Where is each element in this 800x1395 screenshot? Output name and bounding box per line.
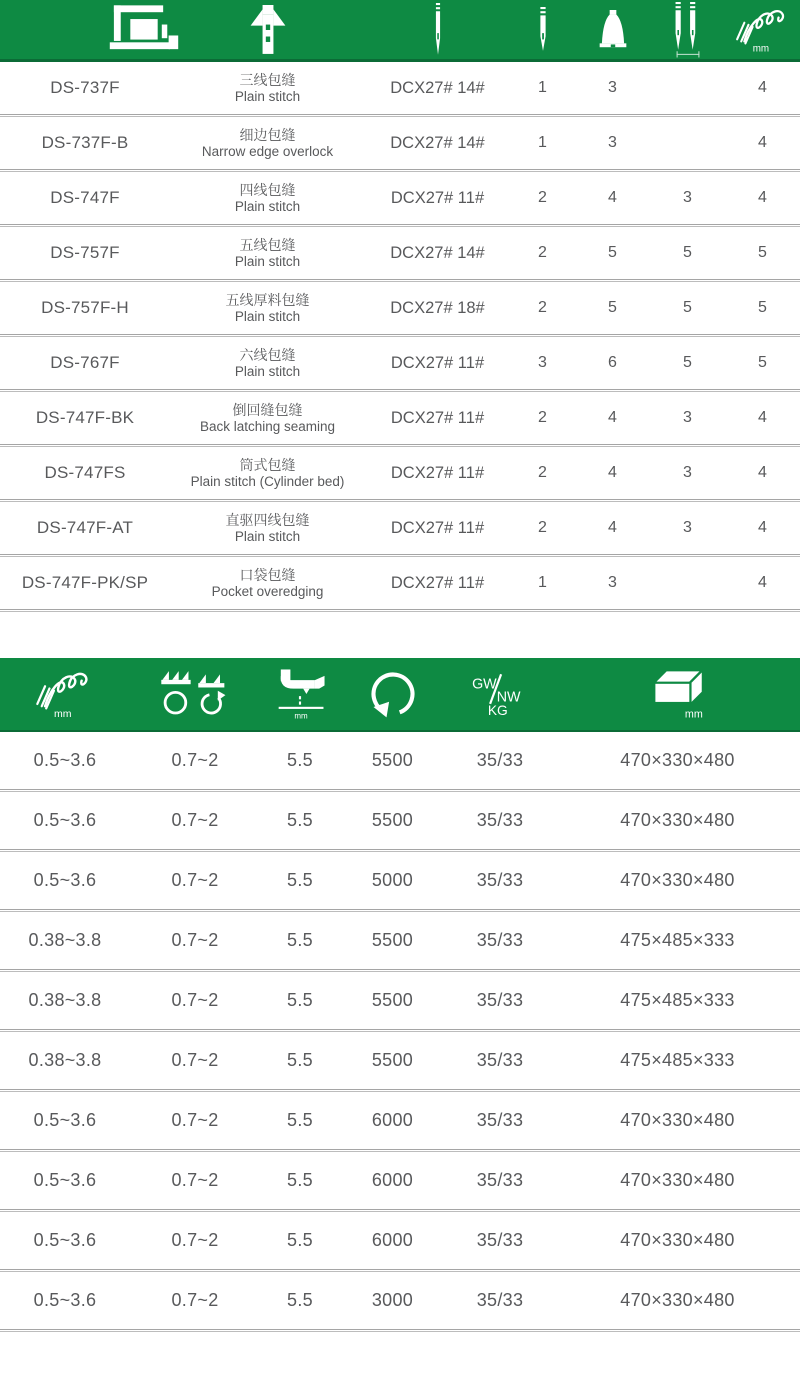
stitch-length-cell: 0.5~3.6 bbox=[33, 1230, 97, 1250]
nw-label: NW bbox=[496, 689, 521, 706]
weight-cell: 35/33 bbox=[476, 930, 524, 950]
max-speed-cell: 6000 bbox=[371, 1230, 414, 1250]
table-row bbox=[0, 557, 800, 609]
thread-count-cell: 5 bbox=[608, 244, 617, 261]
header-col-differential-feed bbox=[158, 669, 232, 719]
stitch-type-cell bbox=[170, 71, 365, 105]
packing-size-cell: 475×485×333 bbox=[620, 1050, 735, 1070]
mm-label: mm bbox=[54, 708, 72, 721]
differential-feed-icon bbox=[158, 669, 232, 719]
needle-gauge-cell: 5 bbox=[683, 299, 692, 316]
stitch-type-icon bbox=[248, 5, 288, 55]
foot-lift-cell: 5.5 bbox=[287, 1170, 313, 1190]
stitch-name-en: Narrow edge overlock bbox=[201, 144, 334, 160]
model-cell: DS-747F bbox=[50, 188, 120, 207]
packing-size-cell: 475×485×333 bbox=[620, 930, 735, 950]
weight-cell: 35/33 bbox=[476, 1290, 524, 1310]
table-row bbox=[0, 732, 800, 789]
table-row bbox=[0, 447, 800, 499]
stitch-name-cn: 三线包缝 bbox=[239, 72, 296, 89]
needle-gauge-cell: 3 bbox=[683, 519, 692, 536]
needle-count-cell: 2 bbox=[538, 299, 547, 316]
stitch-name-cn: 六线包缝 bbox=[239, 347, 296, 364]
max-speed-cell: 5500 bbox=[371, 810, 414, 830]
stitch-type-cell bbox=[170, 566, 365, 600]
overedge-width-cell: 5 bbox=[758, 299, 767, 316]
needle-count-cell: 2 bbox=[538, 519, 547, 536]
needle-gauge-cell: 3 bbox=[683, 409, 692, 426]
table-row bbox=[0, 852, 800, 909]
needle-model-cell: DCX27# 14# bbox=[390, 78, 485, 97]
foot-lift-cell: 5.5 bbox=[287, 750, 313, 770]
stitch-name-cn: 五线厚料包缝 bbox=[225, 292, 310, 309]
max-speed-cell: 6000 bbox=[371, 1110, 414, 1130]
needle-gauge-icon bbox=[670, 2, 706, 58]
table-row bbox=[0, 117, 800, 169]
model-cell: DS-747F-PK/SP bbox=[21, 573, 149, 592]
table-row bbox=[0, 502, 800, 554]
max-speed-cell: 5500 bbox=[371, 750, 414, 770]
stitch-type-cell bbox=[170, 181, 365, 215]
differential-ratio-cell: 0.7~2 bbox=[171, 810, 219, 830]
header-col-weight bbox=[461, 672, 539, 716]
table-row bbox=[0, 1032, 800, 1089]
model-spec-header bbox=[0, 0, 800, 62]
overedge-width-cell: 4 bbox=[758, 464, 767, 481]
stitch-name-en: Plain stitch bbox=[234, 89, 301, 105]
mm-label: mm bbox=[294, 711, 308, 721]
weight-cell: 35/33 bbox=[476, 1230, 524, 1250]
stitch-length-cell: 0.5~3.6 bbox=[33, 870, 97, 890]
stitch-length-cell: 0.5~3.6 bbox=[33, 1290, 97, 1310]
differential-ratio-cell: 0.7~2 bbox=[171, 1290, 219, 1310]
weight-cell: 35/33 bbox=[476, 1050, 524, 1070]
needle-model-cell: DCX27# 11# bbox=[390, 463, 485, 482]
overedge-width-cell: 5 bbox=[758, 354, 767, 371]
model-spec-table bbox=[0, 0, 800, 612]
stitch-length-cell: 0.5~3.6 bbox=[33, 1170, 97, 1190]
weight-cell: 35/33 bbox=[476, 810, 524, 830]
header-col-stitch-type bbox=[248, 5, 288, 55]
weight-cell: 35/33 bbox=[476, 990, 524, 1010]
header-col-needle-model bbox=[432, 3, 444, 57]
header-col-foot-lift bbox=[268, 667, 332, 721]
table-row bbox=[0, 972, 800, 1029]
stitch-name-cn: 五线包缝 bbox=[239, 237, 296, 254]
needle-model-cell: DCX27# 14# bbox=[390, 243, 485, 262]
stitch-type-cell bbox=[170, 236, 365, 270]
differential-ratio-cell: 0.7~2 bbox=[171, 930, 219, 950]
overedge-width-cell: 4 bbox=[758, 409, 767, 426]
max-speed-cell: 3000 bbox=[371, 1290, 414, 1310]
header-col-max-speed bbox=[367, 668, 419, 720]
needle-count-cell: 1 bbox=[538, 574, 547, 591]
stitch-name-cn: 直驱四线包缝 bbox=[225, 512, 310, 529]
stitch-type-cell bbox=[170, 511, 365, 545]
needle-model-icon bbox=[432, 3, 444, 57]
stitch-length-cell: 0.38~3.8 bbox=[28, 990, 102, 1010]
max-speed-cell: 5500 bbox=[371, 1050, 414, 1070]
stitch-name-cn: 倒回缝包缝 bbox=[232, 402, 303, 419]
thread-count-cell: 6 bbox=[608, 354, 617, 371]
foot-lift-cell: 5.5 bbox=[287, 990, 313, 1010]
needle-count-cell: 2 bbox=[538, 409, 547, 426]
tech-spec-rows bbox=[0, 732, 800, 1332]
table-row bbox=[0, 792, 800, 849]
weight-gw-nw-kg-icon bbox=[461, 672, 539, 716]
stitch-type-cell bbox=[170, 456, 365, 490]
needle-count-icon bbox=[537, 7, 549, 53]
needle-gauge-cell: 5 bbox=[683, 354, 692, 371]
needle-count-cell: 1 bbox=[538, 79, 547, 96]
model-cell: DS-757F bbox=[50, 243, 120, 262]
weight-cell: 35/33 bbox=[476, 1110, 524, 1130]
table-row bbox=[0, 1152, 800, 1209]
mm-label: mm bbox=[752, 43, 769, 55]
header-col-needle-gauge bbox=[670, 2, 706, 58]
stitch-name-en: Plain stitch bbox=[234, 364, 301, 380]
thread-count-cell: 3 bbox=[608, 79, 617, 96]
model-cell: DS-747F-BK bbox=[35, 408, 135, 427]
thread-count-cell: 5 bbox=[608, 299, 617, 316]
thread-count-cell: 4 bbox=[608, 409, 617, 426]
needle-model-cell: DCX27# 11# bbox=[390, 573, 485, 592]
stitch-name-en: Plain stitch bbox=[234, 254, 301, 270]
header-col-model bbox=[100, 4, 188, 56]
needle-count-cell: 1 bbox=[538, 134, 547, 151]
stitch-name-cn: 口袋包缝 bbox=[239, 567, 296, 584]
model-cell: DS-747F-AT bbox=[36, 518, 134, 537]
table-row bbox=[0, 282, 800, 334]
stitch-name-en: Plain stitch bbox=[234, 309, 301, 325]
stitch-type-cell bbox=[170, 126, 365, 160]
stitch-length-cell: 0.5~3.6 bbox=[33, 750, 97, 770]
foot-lift-cell: 5.5 bbox=[287, 1110, 313, 1130]
differential-ratio-cell: 0.7~2 bbox=[171, 1110, 219, 1130]
needle-count-cell: 2 bbox=[538, 464, 547, 481]
overedge-width-cell: 4 bbox=[758, 79, 767, 96]
differential-ratio-cell: 0.7~2 bbox=[171, 1230, 219, 1250]
foot-lift-cell: 5.5 bbox=[287, 1050, 313, 1070]
header-col-overedge-width bbox=[734, 5, 792, 55]
thread-count-cell: 4 bbox=[608, 519, 617, 536]
stitch-name-cn: 筒式包缝 bbox=[239, 457, 296, 474]
model-cell: DS-757F-H bbox=[41, 298, 129, 317]
header-col-thread-count bbox=[594, 10, 632, 50]
model-cell: DS-747FS bbox=[44, 463, 126, 482]
needle-model-cell: DCX27# 11# bbox=[390, 518, 485, 537]
max-speed-icon bbox=[367, 668, 419, 720]
table-row bbox=[0, 227, 800, 279]
needle-model-cell: DCX27# 11# bbox=[390, 188, 485, 207]
weight-cell: 35/33 bbox=[476, 1170, 524, 1190]
model-spec-rows bbox=[0, 62, 800, 612]
bottom-padding bbox=[0, 1332, 800, 1352]
overedge-width-cell: 4 bbox=[758, 134, 767, 151]
gw-label: GW bbox=[472, 676, 497, 693]
overedge-width-cell: 4 bbox=[758, 574, 767, 591]
table-gap bbox=[0, 612, 800, 658]
needle-count-cell: 3 bbox=[538, 354, 547, 371]
stitch-length-cell: 0.38~3.8 bbox=[28, 1050, 102, 1070]
foot-lift-cell: 5.5 bbox=[287, 1290, 313, 1310]
table-row bbox=[0, 62, 800, 114]
thread-count-cell: 3 bbox=[608, 134, 617, 151]
needle-gauge-cell: 3 bbox=[683, 464, 692, 481]
stitch-length-cell: 0.38~3.8 bbox=[28, 930, 102, 950]
model-cell: DS-737F-B bbox=[41, 133, 129, 152]
weight-cell: 35/33 bbox=[476, 750, 524, 770]
max-speed-cell: 6000 bbox=[371, 1170, 414, 1190]
table-row bbox=[0, 172, 800, 224]
stitch-type-cell bbox=[170, 401, 365, 435]
packing-size-cell: 470×330×480 bbox=[620, 750, 735, 770]
needle-gauge-cell: 5 bbox=[683, 244, 692, 261]
stitch-name-en: Plain stitch bbox=[234, 199, 301, 215]
table-row bbox=[0, 392, 800, 444]
packing-size-cell: 470×330×480 bbox=[620, 870, 735, 890]
foot-lift-cell: 5.5 bbox=[287, 870, 313, 890]
needle-model-cell: DCX27# 11# bbox=[390, 353, 485, 372]
max-speed-cell: 5500 bbox=[371, 930, 414, 950]
needle-gauge-cell: 3 bbox=[683, 189, 692, 206]
stitch-type-cell bbox=[170, 291, 365, 325]
tech-spec-header bbox=[0, 658, 800, 732]
needle-model-cell: DCX27# 14# bbox=[390, 133, 485, 152]
mm-label: mm bbox=[684, 708, 703, 720]
tech-spec-table bbox=[0, 658, 800, 1332]
overedge-width-mm-icon bbox=[734, 5, 792, 55]
kg-label: KG bbox=[487, 702, 508, 716]
header-col-stitch-length bbox=[34, 667, 96, 721]
differential-ratio-cell: 0.7~2 bbox=[171, 870, 219, 890]
weight-cell: 35/33 bbox=[476, 870, 524, 890]
stitch-length-mm-icon bbox=[34, 667, 96, 721]
stitch-name-cn: 四线包缝 bbox=[239, 182, 296, 199]
differential-ratio-cell: 0.7~2 bbox=[171, 1050, 219, 1070]
needle-model-cell: DCX27# 18# bbox=[390, 298, 485, 317]
foot-lift-cell: 5.5 bbox=[287, 930, 313, 950]
model-cell: DS-737F bbox=[50, 78, 120, 97]
differential-ratio-cell: 0.7~2 bbox=[171, 990, 219, 1010]
header-col-needle-count bbox=[537, 7, 549, 53]
needle-count-cell: 2 bbox=[538, 189, 547, 206]
presser-foot-lift-mm-icon bbox=[268, 667, 332, 721]
foot-lift-cell: 5.5 bbox=[287, 810, 313, 830]
foot-lift-cell: 5.5 bbox=[287, 1230, 313, 1250]
packing-size-cell: 470×330×480 bbox=[620, 1110, 735, 1130]
overlock-machine-icon bbox=[100, 4, 188, 56]
packing-size-cell: 470×330×480 bbox=[620, 1170, 735, 1190]
packing-size-cell: 470×330×480 bbox=[620, 810, 735, 830]
thread-cone-icon bbox=[594, 10, 632, 50]
max-speed-cell: 5500 bbox=[371, 990, 414, 1010]
packing-size-cell: 470×330×480 bbox=[620, 1230, 735, 1250]
overedge-width-cell: 4 bbox=[758, 519, 767, 536]
table-row bbox=[0, 912, 800, 969]
table-row bbox=[0, 1212, 800, 1269]
overedge-width-cell: 5 bbox=[758, 244, 767, 261]
stitch-length-cell: 0.5~3.6 bbox=[33, 810, 97, 830]
packing-size-cell: 470×330×480 bbox=[620, 1290, 735, 1310]
stitch-name-en: Pocket overedging bbox=[211, 584, 324, 600]
stitch-name-cn: 细边包缝 bbox=[239, 127, 296, 144]
thread-count-cell: 4 bbox=[608, 464, 617, 481]
table-row bbox=[0, 1272, 800, 1329]
differential-ratio-cell: 0.7~2 bbox=[171, 1170, 219, 1190]
overedge-width-cell: 4 bbox=[758, 189, 767, 206]
stitch-name-en: Plain stitch (Cylinder bed) bbox=[190, 474, 345, 490]
stitch-length-cell: 0.5~3.6 bbox=[33, 1110, 97, 1130]
table-row bbox=[0, 337, 800, 389]
stitch-name-en: Plain stitch bbox=[234, 529, 301, 545]
packing-size-mm-icon bbox=[647, 668, 709, 720]
stitch-name-en: Back latching seaming bbox=[199, 419, 336, 435]
needle-model-cell: DCX27# 11# bbox=[390, 408, 485, 427]
needle-count-cell: 2 bbox=[538, 244, 547, 261]
table-row bbox=[0, 1092, 800, 1149]
model-cell: DS-767F bbox=[50, 353, 120, 372]
header-col-packing bbox=[647, 668, 709, 720]
max-speed-cell: 5000 bbox=[371, 870, 414, 890]
differential-ratio-cell: 0.7~2 bbox=[171, 750, 219, 770]
packing-size-cell: 475×485×333 bbox=[620, 990, 735, 1010]
thread-count-cell: 3 bbox=[608, 574, 617, 591]
stitch-type-cell bbox=[170, 346, 365, 380]
thread-count-cell: 4 bbox=[608, 189, 617, 206]
